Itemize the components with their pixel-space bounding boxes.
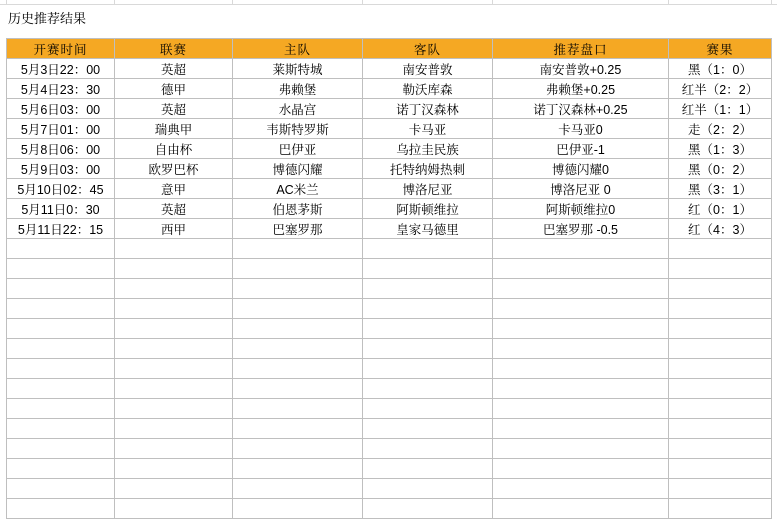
cell-home-team[interactable]: 水晶宫 <box>233 99 363 119</box>
cell-empty[interactable] <box>363 359 493 379</box>
cell-empty[interactable] <box>115 339 233 359</box>
table-row-empty[interactable] <box>7 419 772 439</box>
cell-time[interactable]: 5月7日01：00 <box>7 119 115 139</box>
cell-empty[interactable] <box>493 299 669 319</box>
cell-result[interactable]: 黑（1：3） <box>669 139 772 159</box>
table-row[interactable] <box>7 99 772 119</box>
cell-empty[interactable] <box>363 279 493 299</box>
cell-empty[interactable] <box>363 299 493 319</box>
cell-league[interactable]: 英超 <box>115 59 233 79</box>
cell-away-team[interactable]: 诺丁汉森林 <box>363 99 493 119</box>
cell-result[interactable]: 红半（2：2） <box>669 79 772 99</box>
cell-empty[interactable] <box>115 299 233 319</box>
cell-empty[interactable] <box>7 239 115 259</box>
cell-away-team[interactable]: 乌拉圭民族 <box>363 139 493 159</box>
cell-empty[interactable] <box>363 399 493 419</box>
cell-away-team[interactable]: 南安普敦 <box>363 59 493 79</box>
cell-empty[interactable] <box>493 279 669 299</box>
cell-empty[interactable] <box>233 459 363 479</box>
cell-empty[interactable] <box>363 379 493 399</box>
cell-empty[interactable] <box>669 279 772 299</box>
cell-empty[interactable] <box>233 299 363 319</box>
column-header-ruler <box>0 0 777 5</box>
cell-empty[interactable] <box>669 259 772 279</box>
cell-empty[interactable] <box>363 479 493 499</box>
cell-empty[interactable] <box>233 239 363 259</box>
table-row[interactable] <box>7 179 772 199</box>
cell-recommended-handicap[interactable]: 博德闪耀0 <box>493 159 669 179</box>
cell-empty[interactable] <box>669 339 772 359</box>
table-row[interactable] <box>7 159 772 179</box>
cell-away-team[interactable]: 皇家马德里 <box>363 219 493 239</box>
cell-empty[interactable] <box>7 319 115 339</box>
cell-empty[interactable] <box>669 299 772 319</box>
cell-away-team[interactable]: 勒沃库森 <box>363 79 493 99</box>
table-row-empty[interactable] <box>7 379 772 399</box>
cell-empty[interactable] <box>233 319 363 339</box>
column-header-away-team: 客队 <box>363 39 493 59</box>
cell-empty[interactable] <box>669 439 772 459</box>
cell-empty[interactable] <box>669 499 772 519</box>
cell-empty[interactable] <box>493 419 669 439</box>
cell-home-team[interactable]: AC米兰 <box>233 179 363 199</box>
cell-empty[interactable] <box>363 499 493 519</box>
cell-empty[interactable] <box>363 239 493 259</box>
table-row[interactable] <box>7 199 772 219</box>
cell-empty[interactable] <box>363 319 493 339</box>
cell-empty[interactable] <box>7 459 115 479</box>
cell-away-team[interactable]: 博洛尼亚 <box>363 179 493 199</box>
cell-empty[interactable] <box>7 379 115 399</box>
cell-empty[interactable] <box>233 399 363 419</box>
column-header-league: 联赛 <box>115 39 233 59</box>
cell-empty[interactable] <box>669 359 772 379</box>
cell-empty[interactable] <box>115 439 233 459</box>
cell-away-team[interactable]: 卡马亚 <box>363 119 493 139</box>
cell-time[interactable]: 5月4日23：30 <box>7 79 115 99</box>
cell-empty[interactable] <box>115 259 233 279</box>
cell-empty[interactable] <box>7 339 115 359</box>
cell-empty[interactable] <box>669 379 772 399</box>
table-row-empty[interactable] <box>7 439 772 459</box>
cell-empty[interactable] <box>115 419 233 439</box>
cell-home-team[interactable]: 博德闪耀 <box>233 159 363 179</box>
cell-empty[interactable] <box>363 419 493 439</box>
cell-league[interactable]: 欧罗巴杯 <box>115 159 233 179</box>
cell-empty[interactable] <box>363 339 493 359</box>
table-row[interactable] <box>7 139 772 159</box>
cell-recommended-handicap[interactable]: 诺丁汉森林+0.25 <box>493 99 669 119</box>
cell-league[interactable]: 英超 <box>115 199 233 219</box>
cell-empty[interactable] <box>493 359 669 379</box>
cell-result[interactable]: 红半（1：1） <box>669 99 772 119</box>
cell-empty[interactable] <box>115 379 233 399</box>
column-header-home-team: 主队 <box>233 39 363 59</box>
table-row-empty[interactable] <box>7 279 772 299</box>
table-row-empty[interactable] <box>7 459 772 479</box>
table-body <box>7 59 772 519</box>
cell-empty[interactable] <box>493 439 669 459</box>
cell-empty[interactable] <box>233 479 363 499</box>
cell-home-team[interactable]: 莱斯特城 <box>233 59 363 79</box>
cell-home-team[interactable]: 巴伊亚 <box>233 139 363 159</box>
cell-empty[interactable] <box>7 419 115 439</box>
table-row-empty[interactable] <box>7 259 772 279</box>
cell-empty[interactable] <box>233 359 363 379</box>
cell-home-team[interactable]: 弗赖堡 <box>233 79 363 99</box>
table-row[interactable] <box>7 79 772 99</box>
cell-empty[interactable] <box>115 319 233 339</box>
cell-recommended-handicap[interactable]: 巴塞罗那 -0.5 <box>493 219 669 239</box>
cell-empty[interactable] <box>363 439 493 459</box>
cell-league[interactable]: 英超 <box>115 99 233 119</box>
page-title: 历史推荐结果 <box>8 11 87 26</box>
cell-recommended-handicap[interactable]: 南安普敦+0.25 <box>493 59 669 79</box>
cell-empty[interactable] <box>493 339 669 359</box>
column-header-time: 开赛时间 <box>7 39 115 59</box>
cell-empty[interactable] <box>7 479 115 499</box>
cell-recommended-handicap[interactable]: 博洛尼亚 0 <box>493 179 669 199</box>
cell-league[interactable]: 自由杯 <box>115 139 233 159</box>
cell-time[interactable]: 5月9日03：00 <box>7 159 115 179</box>
cell-result[interactable]: 黑（1：0） <box>669 59 772 79</box>
cell-empty[interactable] <box>233 339 363 359</box>
cell-empty[interactable] <box>115 459 233 479</box>
cell-result[interactable]: 红（4：3） <box>669 219 772 239</box>
cell-empty[interactable] <box>493 319 669 339</box>
cell-league[interactable]: 德甲 <box>115 79 233 99</box>
table-row-empty[interactable] <box>7 319 772 339</box>
cell-empty[interactable] <box>493 259 669 279</box>
cell-away-team[interactable]: 阿斯顿维拉 <box>363 199 493 219</box>
cell-empty[interactable] <box>115 499 233 519</box>
cell-empty[interactable] <box>233 499 363 519</box>
cell-time[interactable]: 5月8日06：00 <box>7 139 115 159</box>
cell-empty[interactable] <box>493 239 669 259</box>
cell-empty[interactable] <box>363 259 493 279</box>
column-header-recommended-handicap: 推荐盘口 <box>493 39 669 59</box>
history-results-table <box>6 38 772 519</box>
cell-empty[interactable] <box>669 399 772 419</box>
cell-empty[interactable] <box>669 459 772 479</box>
cell-result[interactable]: 走（2：2） <box>669 119 772 139</box>
cell-home-team[interactable]: 巴塞罗那 <box>233 219 363 239</box>
table-row-empty[interactable] <box>7 399 772 419</box>
table-row[interactable] <box>7 59 772 79</box>
cell-home-team[interactable]: 伯恩茅斯 <box>233 199 363 219</box>
table-row-empty[interactable] <box>7 239 772 259</box>
cell-empty[interactable] <box>493 379 669 399</box>
cell-empty[interactable] <box>7 439 115 459</box>
cell-time[interactable]: 5月11日0：30 <box>7 199 115 219</box>
table-header-row <box>7 39 772 59</box>
table-row-empty[interactable] <box>7 339 772 359</box>
cell-empty[interactable] <box>115 399 233 419</box>
cell-empty[interactable] <box>493 399 669 419</box>
cell-empty[interactable] <box>493 479 669 499</box>
table-row-empty[interactable] <box>7 299 772 319</box>
cell-empty[interactable] <box>7 279 115 299</box>
cell-result[interactable]: 红（0：1） <box>669 199 772 219</box>
cell-time[interactable]: 5月11日22：15 <box>7 219 115 239</box>
cell-empty[interactable] <box>115 279 233 299</box>
table-row[interactable] <box>7 219 772 239</box>
table-row[interactable] <box>7 119 772 139</box>
cell-recommended-handicap[interactable]: 弗赖堡+0.25 <box>493 79 669 99</box>
cell-empty[interactable] <box>233 419 363 439</box>
cell-empty[interactable] <box>233 279 363 299</box>
cell-result[interactable]: 黑（0：2） <box>669 159 772 179</box>
table-row-empty[interactable] <box>7 499 772 519</box>
cell-recommended-handicap[interactable]: 阿斯顿维拉0 <box>493 199 669 219</box>
cell-result[interactable]: 黑（3：1） <box>669 179 772 199</box>
cell-empty[interactable] <box>7 259 115 279</box>
cell-empty[interactable] <box>7 299 115 319</box>
cell-league[interactable]: 瑞典甲 <box>115 119 233 139</box>
cell-empty[interactable] <box>669 239 772 259</box>
cell-home-team[interactable]: 韦斯特罗斯 <box>233 119 363 139</box>
cell-empty[interactable] <box>669 319 772 339</box>
table-row-empty[interactable] <box>7 359 772 379</box>
cell-away-team[interactable]: 托特纳姆热刺 <box>363 159 493 179</box>
cell-empty[interactable] <box>233 259 363 279</box>
cell-empty[interactable] <box>363 459 493 479</box>
cell-empty[interactable] <box>669 419 772 439</box>
cell-empty[interactable] <box>493 459 669 479</box>
cell-empty[interactable] <box>7 359 115 379</box>
table-row-empty[interactable] <box>7 479 772 499</box>
cell-empty[interactable] <box>115 479 233 499</box>
cell-time[interactable]: 5月6日03：00 <box>7 99 115 119</box>
cell-league[interactable]: 西甲 <box>115 219 233 239</box>
cell-empty[interactable] <box>115 239 233 259</box>
cell-empty[interactable] <box>7 399 115 419</box>
column-header-result: 赛果 <box>669 39 772 59</box>
cell-recommended-handicap[interactable]: 巴伊亚-1 <box>493 139 669 159</box>
cell-empty[interactable] <box>493 499 669 519</box>
cell-empty[interactable] <box>233 439 363 459</box>
cell-empty[interactable] <box>7 499 115 519</box>
cell-empty[interactable] <box>233 379 363 399</box>
cell-time[interactable]: 5月3日22：00 <box>7 59 115 79</box>
cell-time[interactable]: 5月10日02：45 <box>7 179 115 199</box>
cell-empty[interactable] <box>669 479 772 499</box>
cell-empty[interactable] <box>115 359 233 379</box>
cell-league[interactable]: 意甲 <box>115 179 233 199</box>
cell-recommended-handicap[interactable]: 卡马亚0 <box>493 119 669 139</box>
